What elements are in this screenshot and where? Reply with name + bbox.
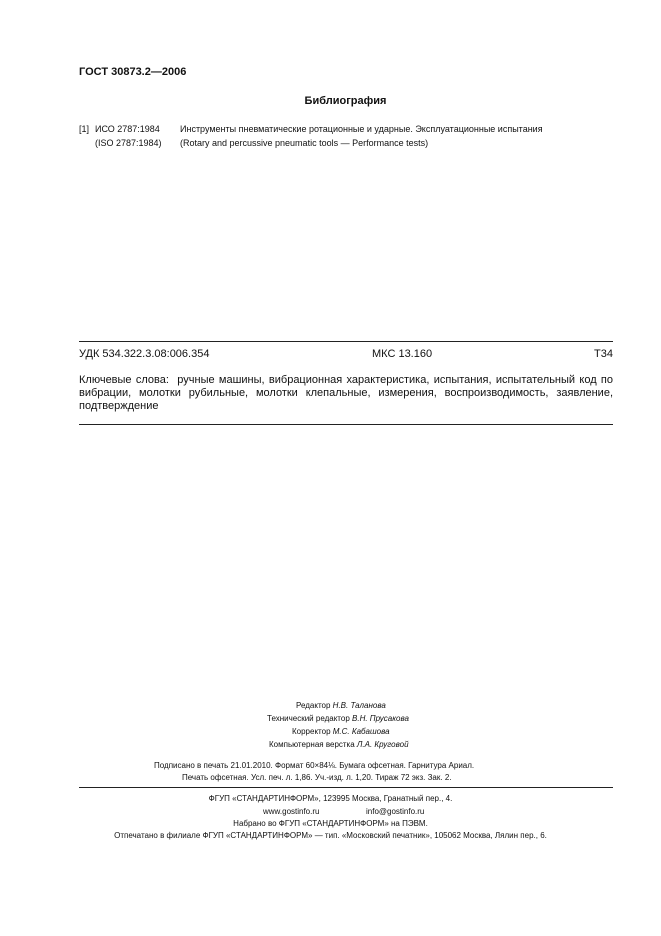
- udk-code: УДК 534.322.3.08:006.354: [79, 348, 210, 360]
- entry-number: [1]: [79, 124, 90, 134]
- publisher-printed: Отпечатано в филиале ФГУП «СТАНДАРТИНФОРМ» — тип. «Московский печатник», 105062 Москва, Лялин пер., 6.: [114, 831, 547, 840]
- tech-editor-label: Технический редактор: [267, 714, 350, 723]
- entry-title-alt: (Rotary and percussive pneumatic tools — Performance tests): [180, 138, 429, 148]
- editor-label: Редактор: [296, 701, 331, 710]
- corrector-label: Корректор: [292, 727, 331, 736]
- divider-top: [79, 341, 613, 342]
- mks-code: МКС 13.160: [372, 348, 433, 360]
- bibliography-title: Библиография: [304, 95, 387, 107]
- publisher-website: www.gostinfo.ru: [263, 807, 320, 816]
- publisher-typeset: Набрано во ФГУП «СТАНДАРТИНФОРМ» на ПЭВМ.: [233, 819, 428, 828]
- divider-bottom: [79, 787, 613, 788]
- entry-code: ИСО 2787:1984: [95, 124, 160, 134]
- tech-editor-name: В.Н. Прусакова: [352, 714, 409, 723]
- editor-name: Н.В. Таланова: [332, 701, 386, 710]
- layout-name: Л.А. Круговой: [356, 740, 409, 749]
- corrector-name: М.С. Кабашова: [332, 727, 390, 736]
- divider-keywords: [79, 424, 613, 425]
- keywords-block: [79, 374, 613, 413]
- entry-code-alt: (ISO 2787:1984): [95, 138, 162, 148]
- keywords-label: Ключевые слова:: [79, 374, 169, 386]
- credit-tech-editor: [267, 713, 409, 725]
- entry-title: Инструменты пневматические ротационные и ударные. Эксплуатационные испытания: [180, 124, 543, 134]
- credit-layout: [269, 739, 409, 751]
- credit-editor: [296, 700, 386, 712]
- keywords-text: ручные машины, вибрационная характеристика, испытания, испытательный код по вибрации, молотки рубильные, молотки клепальные, измерения, воспроизводимость, заявление, подтверждение: [79, 374, 614, 412]
- publisher-email: info@gostinfo.ru: [366, 807, 425, 816]
- print-info-line2: Печать офсетная. Усл. печ. л. 1,86. Уч.-изд. л. 1,20. Тираж 72 экз. Зак. 2.: [182, 773, 452, 782]
- publisher-address: ФГУП «СТАНДАРТИНФОРМ», 123995 Москва, Гранатный пер., 4.: [208, 794, 453, 803]
- credit-corrector: [292, 726, 390, 738]
- layout-label: Компьютерная верстка: [269, 740, 355, 749]
- print-info-line1: Подписано в печать 21.01.2010. Формат 60×84⅛. Бумага офсетная. Гарнитура Ариал.: [154, 761, 475, 770]
- standard-id: ГОСТ 30873.2—2006: [79, 66, 187, 78]
- okp-code: Т34: [594, 348, 613, 360]
